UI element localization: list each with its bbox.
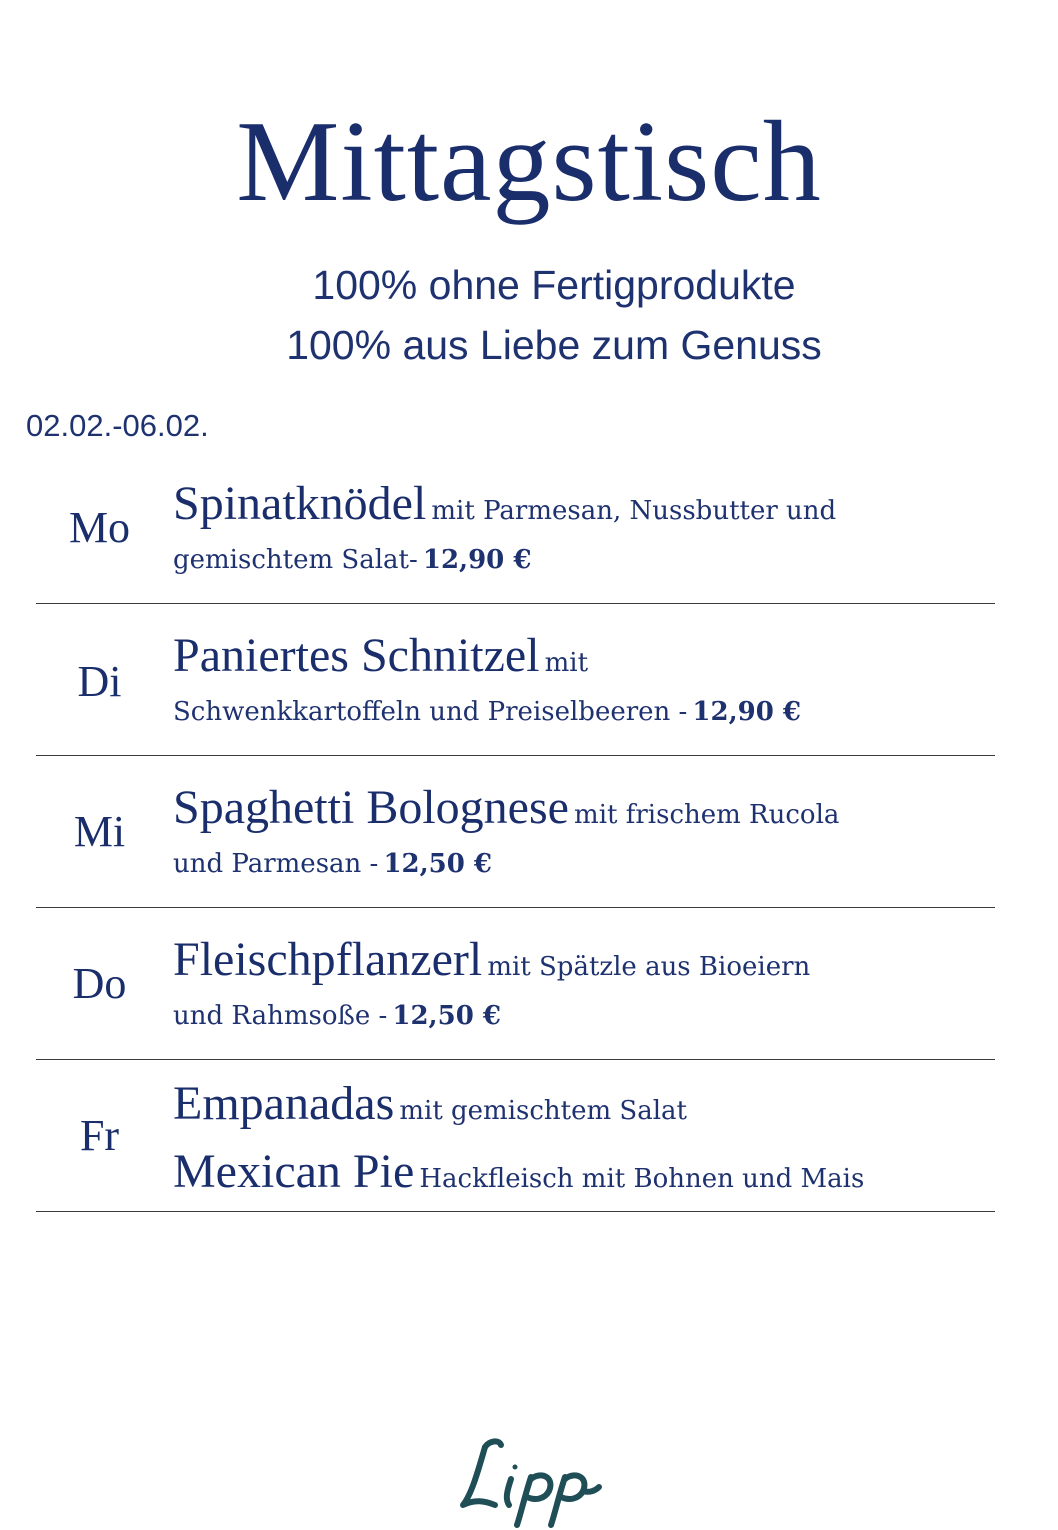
- dish-description-2: Hackfleisch mit Bohnen und Mais: [419, 1164, 865, 1194]
- day-label: Di: [77, 657, 122, 706]
- day-label: Fr: [79, 1111, 120, 1160]
- dish-description-cont: und Parmesan -: [173, 849, 379, 879]
- menu-row-friday: [36, 1060, 995, 1212]
- dish-price: 12,90 €: [422, 545, 532, 575]
- dish-description: mit frischem Rucola: [574, 800, 840, 830]
- day-label: Mi: [73, 807, 126, 856]
- menu-line-2: [173, 996, 501, 1039]
- menu-row-thursday: [36, 908, 995, 1060]
- menu-line-1: [173, 1076, 687, 1142]
- dish-description-cont: Schwenkkartoffeln und Preiselbeeren -: [173, 697, 688, 727]
- menu-line-2: [173, 540, 531, 583]
- dish-description: mit: [544, 648, 589, 678]
- menu-line-2: [173, 692, 801, 735]
- menu-row-wednesday: [36, 756, 995, 908]
- dish-description-cont: und Rahmsoße -: [173, 1001, 388, 1031]
- dish-name: Paniertes Schnitzel: [173, 629, 540, 682]
- dish-name: Spinatknödel: [173, 477, 427, 530]
- menu-line-1: [173, 628, 588, 694]
- row-divider: [36, 1211, 995, 1212]
- subtitle-line-2: 100% aus Liebe zum Genuss: [286, 322, 822, 368]
- page-title: Mittagstisch: [236, 98, 822, 226]
- menu-line-1: [173, 476, 836, 542]
- menu-row-monday: [36, 452, 995, 604]
- dish-name: Fleischpflanzerl: [173, 933, 483, 986]
- subtitle-line-1: 100% ohne Fertigprodukte: [312, 262, 796, 308]
- date-range: 02.02.-06.02.: [26, 408, 209, 443]
- menu-line-1: [173, 780, 839, 846]
- day-label: Mo: [68, 503, 131, 552]
- dish-name: Spaghetti Bolognese: [173, 781, 569, 834]
- menu-line-2: [173, 844, 492, 887]
- lipp-logo: [455, 1435, 605, 1530]
- dish-description: mit gemischtem Salat: [399, 1096, 688, 1126]
- day-label: Do: [72, 959, 127, 1008]
- dish-price: 12,50 €: [383, 849, 492, 879]
- dish-name: Empanadas: [173, 1077, 395, 1130]
- menu-row-tuesday: [36, 604, 995, 756]
- dish-price: 12,90 €: [692, 697, 801, 727]
- dish-price: 12,50 €: [392, 1001, 501, 1031]
- dish-name-2: Mexican Pie: [173, 1145, 415, 1198]
- dish-description: mit Parmesan, Nussbutter und: [431, 496, 837, 526]
- menu-line-2: [173, 1144, 864, 1210]
- dish-description-cont: gemischtem Salat-: [173, 545, 418, 575]
- menu-line-1: [173, 932, 810, 998]
- dish-description: mit Spätzle aus Bioeiern: [487, 952, 811, 982]
